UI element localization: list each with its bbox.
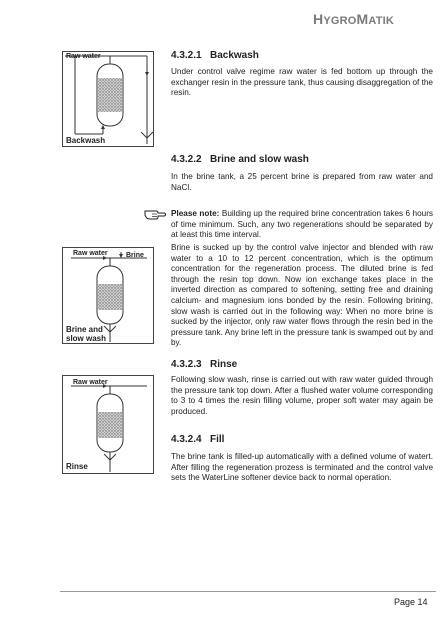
backwash-paragraph: Under control valve regime raw water is fed bottom up through the exchanger resin in the pressure tank, thus causing disaggregation of the resin. bbox=[171, 67, 433, 98]
brine-main-paragraph: Brine is sucked up by the control valve injector and blended with raw water to a 10 to 12 percent concentration, which is the optimum concentration for the regeneration process. The diluted brine is fed through the resin top down. Now ion exchange takes place in the inverted direction as compared to softening, setting free and draining calcium- and magnesium ions bonded by the resin. Following brining, slow wash is carried out in the following way: When no more brine is sucked by the injector, only raw water flows through the resin bed in the pressure tank. Any brine left in the pressure tank is swamped out by and by. bbox=[171, 243, 433, 348]
raw-water-label: Raw water bbox=[73, 379, 108, 386]
footer-divider bbox=[60, 591, 436, 592]
fill-paragraph: The brine tank is filled-up automatically with a defined volume of watert. After filling the regeneration prozess is terminated and the control valve sets the WaterLine softener device back to normal operation. bbox=[171, 452, 433, 483]
brine-note bbox=[171, 209, 433, 241]
brine-caption-line1: Brine and bbox=[66, 325, 103, 334]
rinse-diagram bbox=[62, 375, 154, 474]
logo-letter: H bbox=[313, 11, 324, 27]
section-title: Rinse bbox=[210, 359, 238, 370]
logo-part: YGRO bbox=[323, 15, 357, 27]
section-title: Backwash bbox=[210, 50, 259, 61]
raw-water-label: Raw water bbox=[73, 250, 108, 257]
section-title: Brine and slow wash bbox=[210, 154, 309, 165]
logo-part: ATIK bbox=[368, 15, 395, 27]
section-number: 4.3.2.1 bbox=[171, 50, 202, 61]
brine-intro-paragraph: In the brine tank, a 25 percent brine is prepared from raw water and NaCl. bbox=[171, 172, 433, 192]
brine-caption bbox=[66, 325, 106, 343]
backwash-flow-illustration bbox=[63, 52, 155, 148]
section-number: 4.3.2.2 bbox=[171, 154, 202, 165]
pointing-hand-icon bbox=[144, 206, 166, 222]
note-label: Please note: bbox=[171, 209, 220, 218]
hygromatik-logo bbox=[313, 11, 435, 27]
section-heading-fill bbox=[171, 434, 224, 445]
rinse-paragraph: Following slow wash, rinse is carried out with raw water guided through the pressure tank top down. After a flushed water volume corresponding to 3 to 4 times the resin filling volume, proper soft water may again be produced. bbox=[171, 375, 433, 416]
rinse-caption: Rinse bbox=[66, 462, 88, 471]
section-title: Fill bbox=[210, 434, 225, 445]
logo-letter: M bbox=[356, 11, 369, 27]
brine-diagram bbox=[62, 247, 154, 344]
backwash-caption: Backwash bbox=[66, 136, 106, 145]
section-heading-rinse bbox=[171, 359, 237, 370]
rinse-flow-illustration bbox=[63, 376, 155, 475]
page-number: Page 14 bbox=[394, 597, 428, 607]
section-heading-backwash bbox=[171, 50, 259, 61]
brine-caption-line2: slow wash bbox=[66, 334, 107, 343]
note-text: Building up the required brine concentration takes 6 hours of time minimum. Such, any two regenerations should be separated by at least this time interval. bbox=[171, 209, 434, 240]
brine-label: Brine bbox=[126, 252, 144, 259]
section-number: 4.3.2.4 bbox=[171, 434, 202, 445]
section-number: 4.3.2.3 bbox=[171, 359, 202, 370]
backwash-diagram bbox=[62, 51, 154, 147]
raw-water-label: Raw water bbox=[66, 53, 101, 60]
section-heading-brine bbox=[171, 154, 309, 165]
